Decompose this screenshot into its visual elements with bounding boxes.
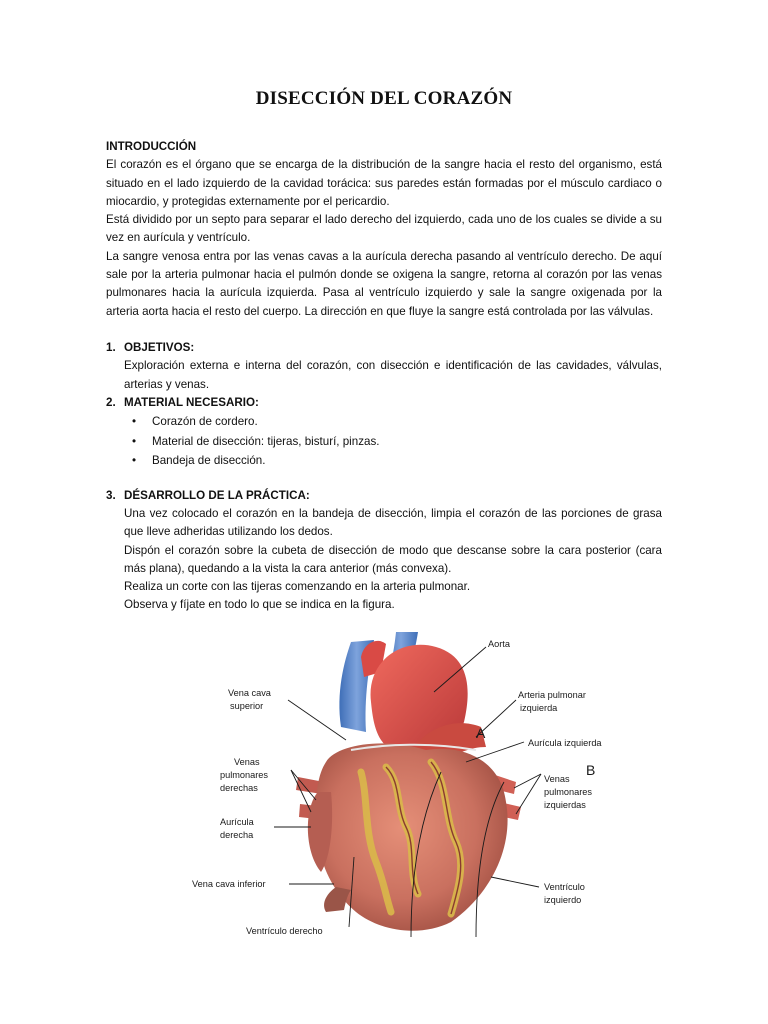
intro-paragraph-3: La sangre venosa entra por las venas cavas a la aurícula derecha pasando al ventrículo derecho. De aquí sale por la arteria pulmonar hacia el pulmón donde se oxigena la sangre, retorna al corazón por las venas pulmonares hacia la aurícula izquierda. Pasa al ventrículo izquierdo y sale la sangre oxigenada por la arteria aorta hacia el resto del cuerpo. La dirección en que fluye la sangre está controlada por las válvulas. [106,249,662,318]
label-venas-pulmonares-izq-3: izquierdas [544,800,586,810]
objectives-heading [106,339,662,357]
list-item [132,412,662,432]
label-venas-pulmonares-der-2: pulmonares [220,770,269,780]
page-title: DISECCIÓN DEL CORAZÓN [255,88,513,109]
development-paragraph-2: Dispón el corazón sobre la cubeta de disección de modo que descanse sobre la cara posterior (cara más plana), quedando a la vista la cara anterior (más convexa). [124,543,662,575]
label-arteria-pulmonar-2: izquierda [520,703,558,713]
material-item-1: Corazón de cordero. [152,415,258,429]
intro-paragraph-1: El corazón es el órgano que se encarga de la distribución de la sangre hacia el resto del organismo, está situado en el lado izquierdo de la cavidad torácica: sus paredes están formadas por el músculo cardiaco o miocardio, y protegidas externamente por el pericardio. [106,158,662,208]
label-venas-pulmonares-der-1: Venas [234,757,260,767]
development-paragraph-4: Observa y fíjate en todo lo que se indica en la figura. [124,598,395,612]
label-ventriculo-derecho: Ventrículo derecho [246,926,323,936]
intro-paragraph-2: Está dividido por un septo para separar el lado derecho del izquierdo, cada uno de los cuales se divide a su vez en aurícula y ventrículo. [106,213,662,245]
list-item [132,451,662,471]
heart-figure [186,632,646,937]
label-aorta: Aorta [488,639,510,649]
material-title: MATERIAL NECESARIO: [124,395,259,409]
label-ventriculo-izquierdo-2: izquierdo [544,895,582,905]
material-number: 2. [106,395,116,409]
material-heading [106,394,662,412]
label-letter-b: B [586,762,596,778]
development-number: 3. [106,488,116,502]
material-item-3: Bandeja de disección. [152,454,266,468]
label-venas-pulmonares-izq-2: pulmonares [544,787,593,797]
bullet-icon: • [132,415,137,429]
list-item [132,432,662,452]
development-paragraph-1: Una vez colocado el corazón en la bandeja de disección, limpia el corazón de las porciones de grasa que lleve adheridas utilizando los dedos. [124,506,662,539]
objectives-title: OBJETIVOS: [124,340,195,354]
label-vena-cava-superior-2: superior [230,701,264,711]
bullet-icon: • [132,434,137,448]
document-body [106,138,662,615]
label-letter-a: A [476,725,486,741]
label-arteria-pulmonar-1: Arteria pulmonar [518,690,586,700]
label-vena-cava-superior-1: Vena cava [228,688,271,698]
material-item-2: Material de disección: tijeras, bisturí, pinzas. [152,434,380,448]
bullet-icon: • [132,454,137,468]
label-vena-cava-inferior: Vena cava inferior [192,879,266,889]
label-ventriculo-izquierdo-1: Ventrículo [544,882,585,892]
label-auricula-derecha-2: derecha [220,830,254,840]
material-list [106,412,662,471]
development-title: DÉSARROLLO DE LA PRÁCTICA: [124,488,310,502]
label-auricula-derecha-1: Aurícula [220,817,254,827]
objectives-text: Exploración externa e interna del corazón, con disección e identificación de las cavidades, válvulas, arterias y venas. [124,359,662,391]
objectives-number: 1. [106,340,116,354]
development-heading [106,487,662,505]
development-paragraph-3: Realiza un corte con las tijeras comenzando en la arteria pulmonar. [124,580,471,594]
intro-heading: INTRODUCCIÓN [106,140,197,153]
label-venas-pulmonares-der-3: derechas [220,783,258,793]
label-venas-pulmonares-izq-1: Venas [544,774,570,784]
heart-diagram [186,632,646,937]
label-auricula-izquierda: Aurícula izquierda [528,738,602,748]
